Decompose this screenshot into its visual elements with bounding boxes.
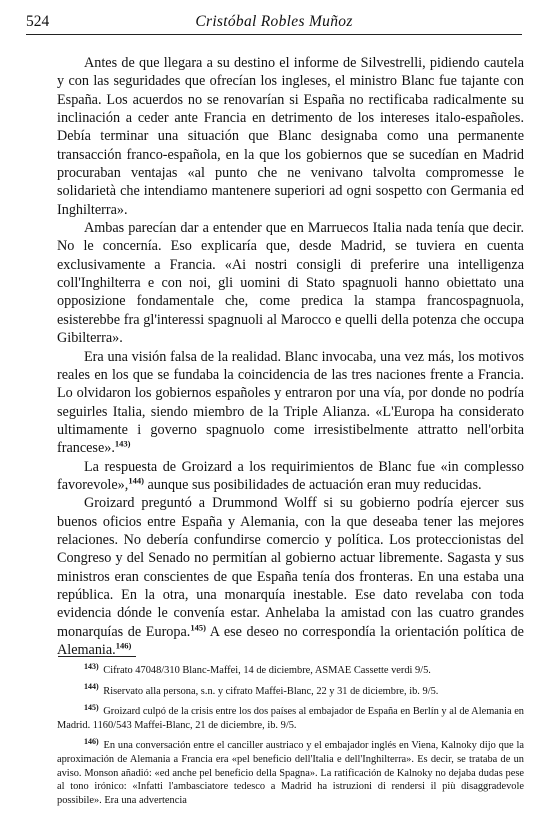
paragraph-text: Ambas parecían dar a entender que en Marruecos Italia nada tenía que decir. No le concernía. Eso explicaría que, desde Madrid, se tuviera en cuenta exclusivamente a Francia. «Ai nostri consigli di preferire una intelligenza coll'Inghilterra e con noi, gli uomini di Stato spagnuoli hanno obiettato una opposizione fondamentale che, come predica la stampa francospagnuola, esisterebbe fra gl'interessi spagnuoli al Marocco e quelli della potenza che occupa Gibilterra». [57,220,524,347]
footnote-number: 145) [84,702,99,712]
footnote-rule [58,656,136,657]
footnote [57,661,524,678]
paragraph-text-continued: aunque sus posibilidades de actuación eran muy reducidas. [143,476,482,493]
paragraph-text: Groizard preguntó a Drummond Wolff si su gobierno podría ejercer sus buenos oficios entre España y Alemania, con la que deseaba tener las mejores relaciones. No debería confundirse comercio y política. Los proteccionistas del Congreso y del Senado no permitían al gobierno actuar libremente. Sagasta y sus ministros eran conscientes de que España tenía dos fronteras. En una estaba una república. En la otra, una monarquía inestable. Ese dato revelaba con toda evidencia dónde le convenía estar. Anhelaba la amistad con las cuatro grandes monarquías de Europa. [57,495,524,640]
footnote-text: Cifrato 47048/310 Blanc-Maffei, 14 de diciembre, ASMAE Cassette verdi 9/5. [103,665,431,676]
paragraph [57,54,524,219]
paragraph [57,458,524,495]
paragraph [57,494,524,659]
footnote [57,702,524,732]
header-rule [26,34,522,35]
footnote-reference: 144) [128,475,144,486]
paragraph [57,348,524,458]
page-number: 524 [26,13,50,30]
footnote-text: Riservato alla persona, s.n. y cifrato Maffei-Blanc, 22 y 31 de diciembre, ib. 9/5. [103,685,439,697]
paragraph-text: Era una visión falsa de la realidad. Blanc invocaba, una vez más, los motivos reales en los que se fundaba la coincidencia de las tres naciones frente a Francia. Lo olvidaron los gobiernos españoles y entraron por una vía, por donde no podría seguirles Italia, siendo miembro de la Triple Alianza. «L'Europa ha considerato ultimamente i governo spagnuolo come irresistibelmente attratto nell'orbita francese». [57,348,524,457]
paragraph-text-continued: A ese deseo no correspondía la orientación política de Alemania. [57,623,524,658]
running-title: Cristóbal Robles Muñoz [195,13,353,30]
paragraph-text: La respuesta de Groizard a los requirimientos de Blanc fue «in complesso favorevole», [57,458,524,493]
footnote-reference: 145) [190,621,206,632]
body-text [57,54,524,659]
footnote [57,682,524,699]
footnotes [57,661,524,814]
footnote-text: En una conversación entre el canciller austriaco y el embajador inglés en Viena, Kalnoky dijo que la aproximación de Alemania a Francia era «pel beneficio dell'Italia e dell'Inghilterra». Es decir, se trataba de un aviso. Monson añadió: «ed anche pel beneficio della Spagna». La ratificación de Kalnoky no dejaba dudas pese al tono irónico: «Infatti l'ambasciatore tedesco a Madrid ha istruzioni di rendersi il più disaggradevole possibile». Era una advertencia [57,740,524,806]
footnote-number: 144) [84,682,99,692]
paragraph-text: Antes de que llegara a su destino el informe de Silvestrelli, pidiendo cautela y con las seguridades que ofrecían los ingleses, el ministro Blanc fue tajante con España. Los acuerdos no se renovarían si España no rectificaba radicalmente su inclinación a ceder ante Francia en detrimento de los intereses italo-españoles. Debía terminar una situación que Blanc designaba como una permanente transacción franco-española, en la que los gobiernos que se sucedían en Madrid procuraban ventajas «al punto che ne venivano talvolta compromesse le solidarietà che intendiamo mantenere superiori ad ogni sospetto con Germania ed Inghilterra». [57,55,524,218]
paragraph [57,219,524,347]
footnote-text: Groizard culpó de la crisis entre los dos países al embajador de España en Berlín y al de Alemania en Madrid. 1160/543 Maffei-Blanc, 21 de diciembre, ib. 9/5. [57,706,524,731]
footnote-number: 146) [84,736,99,746]
footnote [57,736,524,807]
footnote-number: 143) [84,661,99,671]
footnote-reference: 143) [114,438,131,449]
footnote-reference: 146) [115,640,132,651]
page-header [26,6,522,40]
